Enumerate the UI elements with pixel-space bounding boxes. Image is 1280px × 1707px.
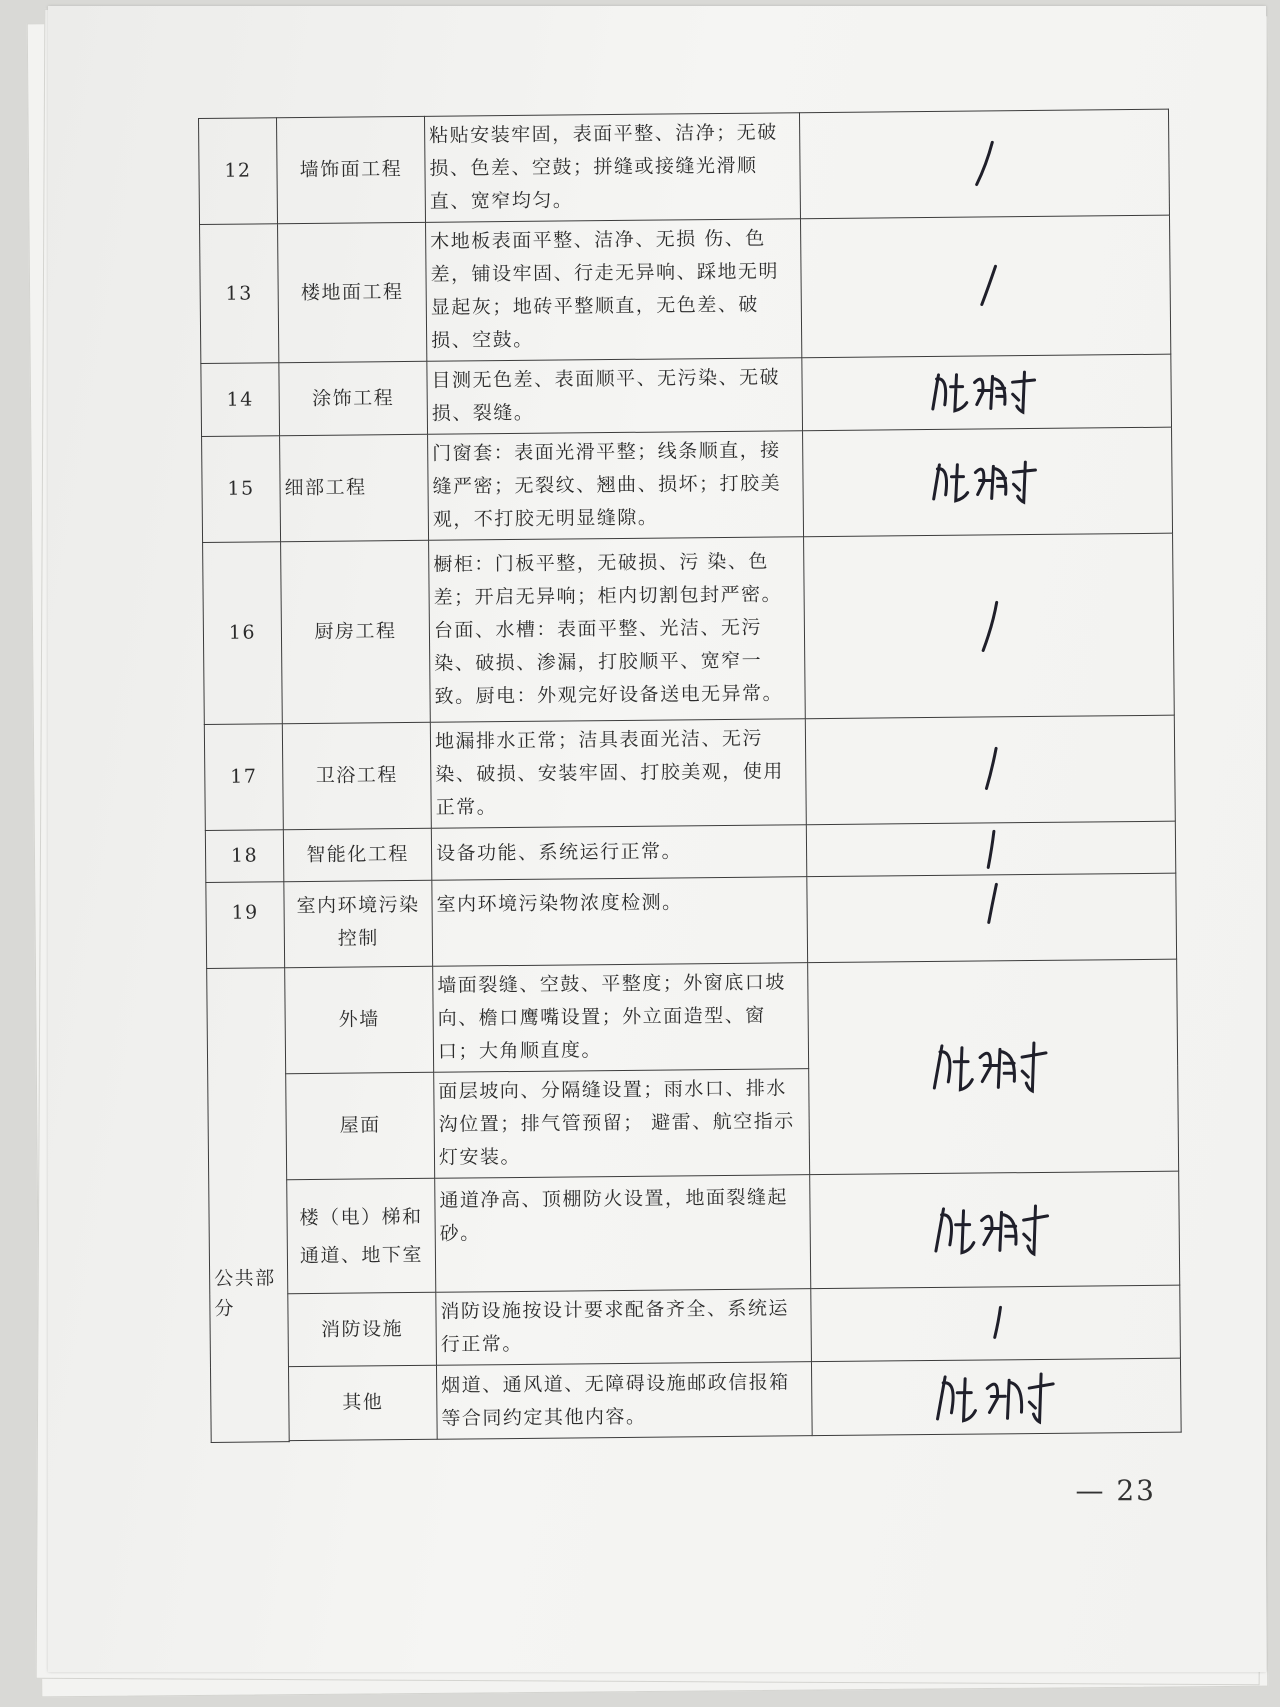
handwritten-signature <box>929 1197 1060 1262</box>
item-name: 其他 <box>288 1365 437 1440</box>
table-row <box>205 821 1175 882</box>
item-requirements: 门窗套：表面光滑平整；线条顺直，接缝严密；无裂纹、翘曲、损坏；打胶美观，不打胶无明显缝隙。 <box>428 431 804 541</box>
signature-cell <box>811 1358 1181 1436</box>
item-requirements: 消防设施按设计要求配备齐全、系统运行正常。 <box>436 1289 812 1366</box>
item-number: 18 <box>205 830 283 883</box>
item-name: 墙饰面工程 <box>277 116 426 223</box>
item-requirements: 地漏排水正常；洁具表面光洁、无污染、破损、安装牢固、打胶美观，使用正常。 <box>430 719 806 829</box>
signature-cell <box>810 1171 1180 1289</box>
acceptance-table-container <box>198 109 1181 1443</box>
slash-mark <box>960 740 1021 801</box>
page-number: — 23 <box>1075 1474 1156 1507</box>
signature-cell <box>799 109 1169 219</box>
slash-mark <box>954 134 1015 195</box>
item-requirements: 墙面裂缝、空鼓、平整度；外窗底口坡向、檐口鹰嘴设置；外立面造型、窗口；大角顺直度。 <box>433 963 809 1073</box>
item-number: 15 <box>202 436 281 543</box>
item-requirements: 面层坡向、分隔缝设置；雨水口、排水沟位置；排气管预留； 避雷、航空指示灯安装。 <box>434 1069 810 1179</box>
slash-mark <box>966 878 1016 928</box>
public-section-label: 公共部分 <box>207 968 290 1442</box>
acceptance-table <box>198 109 1182 1443</box>
table-row <box>200 215 1171 363</box>
table-row <box>210 1358 1181 1441</box>
table-row <box>202 427 1173 542</box>
signature-cell <box>808 959 1179 1175</box>
item-name: 卫浴工程 <box>282 722 431 829</box>
signature-cell <box>803 427 1173 537</box>
item-number: 12 <box>199 118 278 225</box>
item-name: 消防设施 <box>288 1292 437 1366</box>
table-row <box>203 533 1175 724</box>
slash-mark <box>955 256 1016 317</box>
handwritten-signature <box>928 1034 1059 1099</box>
slash-mark <box>970 1301 1020 1345</box>
signature-cell <box>800 215 1170 358</box>
item-number: 14 <box>201 363 280 437</box>
table-row <box>209 1171 1180 1294</box>
table-row <box>206 873 1177 968</box>
signature-cell <box>807 873 1177 963</box>
item-name: 涂饰工程 <box>279 361 428 435</box>
item-number: 19 <box>206 882 285 969</box>
document-page <box>48 6 1266 1672</box>
handwritten-signature <box>927 453 1048 510</box>
table-row <box>207 959 1178 1074</box>
signature-cell <box>804 533 1175 719</box>
item-name: 室内环境污染控制 <box>284 880 433 967</box>
item-name: 楼地面工程 <box>278 222 427 362</box>
item-number: 16 <box>203 542 283 725</box>
item-name: 厨房工程 <box>281 540 431 723</box>
item-name: 细部工程 <box>280 434 429 541</box>
item-requirements: 烟道、通风道、无障碍设施邮政信报箱等合同约定其他内容。 <box>436 1362 812 1440</box>
item-requirements: 粘贴安装牢固，表面平整、洁净；无破损、色差、空鼓；拼缝或接缝光滑顺直、宽窄均匀。 <box>424 113 800 223</box>
slash-mark <box>959 596 1020 657</box>
signature-cell <box>802 354 1172 431</box>
table-row <box>204 715 1175 830</box>
item-requirements: 通道净高、顶棚防火设置，地面裂缝起砂。 <box>435 1175 811 1293</box>
item-name: 屋面 <box>286 1072 435 1179</box>
handwritten-signature <box>931 1365 1062 1428</box>
item-number: 17 <box>204 724 283 831</box>
table-row <box>201 354 1172 436</box>
slash-mark <box>966 827 1016 871</box>
item-number: 13 <box>200 224 279 364</box>
signature-cell <box>811 1285 1181 1362</box>
item-requirements: 橱柜：门板平整，无破损、污 染、色差；开启无异响；柜内切割包封严密。台面、水槽：表面平整、光洁、无污染、破损、渗漏，打胶顺平、宽窄一致。厨电：外观完好设备送电无异常。 <box>429 537 806 723</box>
item-name: 外墙 <box>285 966 434 1073</box>
handwritten-signature <box>926 364 1047 421</box>
signature-cell <box>806 821 1175 877</box>
table-row <box>210 1285 1181 1367</box>
item-name: 楼（电）梯和通道、地下室 <box>287 1178 436 1293</box>
table-row <box>199 109 1170 224</box>
item-requirements: 木地板表面平整、洁净、无损 伤、色差，铺设牢固、行走无异响、踩地无明显起灰；地砖平整顺直，无色差、破损、空鼓。 <box>426 219 802 362</box>
signature-cell <box>805 715 1175 825</box>
item-requirements: 室内环境污染物浓度检测。 <box>432 877 808 967</box>
item-name: 智能化工程 <box>283 828 431 881</box>
item-requirements: 目测无色差、表面顺平、无污染、无破损、裂缝。 <box>427 358 803 435</box>
item-requirements: 设备功能、系统运行正常。 <box>431 825 806 881</box>
